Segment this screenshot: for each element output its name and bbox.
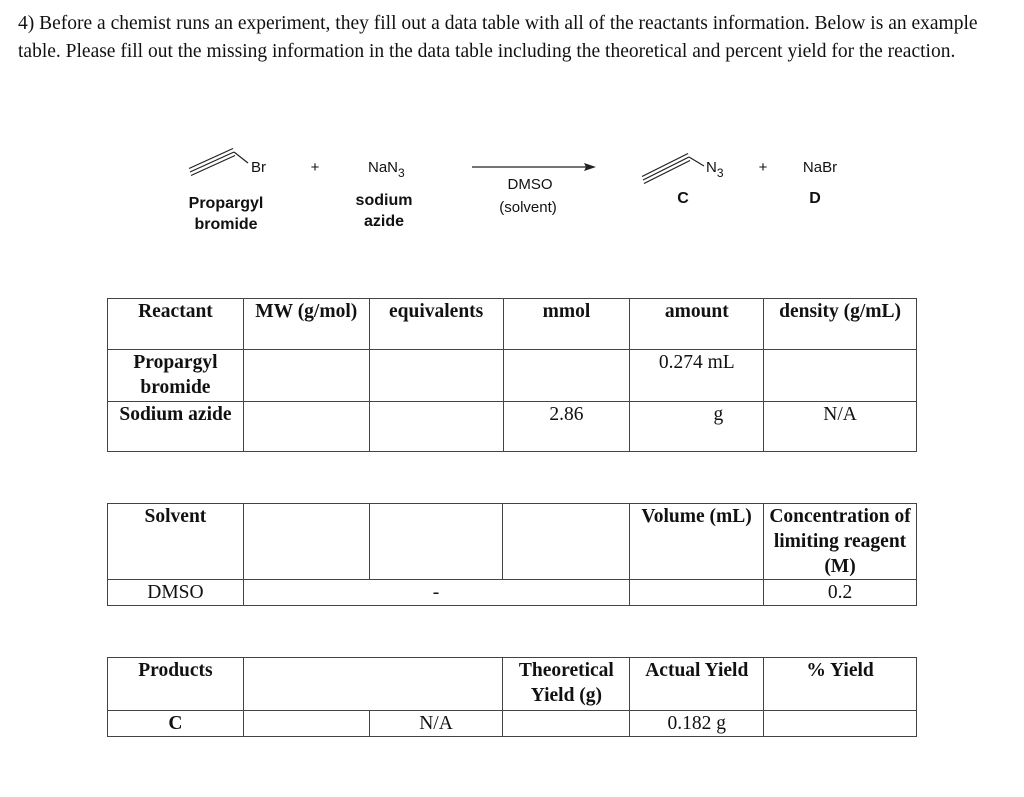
product-d-label: D <box>809 190 821 207</box>
azide-mw-cell[interactable] <box>243 402 369 452</box>
product-table <box>107 657 917 737</box>
header-reactant: Reactant <box>108 299 244 350</box>
table-row <box>108 711 917 737</box>
header-volume: Volume (mL) <box>630 504 764 580</box>
azide-amount-cell[interactable]: g <box>630 402 764 452</box>
propargyl-density-cell[interactable] <box>764 350 917 402</box>
propargyl-mmol-cell[interactable] <box>503 350 630 402</box>
header-concentration: Concentration of limiting reagent (M) <box>764 504 917 580</box>
header-density: density (g/mL) <box>764 299 917 350</box>
reactant1-name-line2: bromide <box>194 216 258 233</box>
product-name: C <box>108 711 244 737</box>
product-blank-1 <box>243 711 369 737</box>
propargyl-amount-cell: 0.274 mL <box>630 350 764 402</box>
reaction-arrow <box>472 163 596 171</box>
plus-sign: + <box>310 159 320 176</box>
arrow-reagent: DMSO <box>507 176 553 193</box>
azide-density-cell: N/A <box>764 402 917 452</box>
header-solvent: Solvent <box>108 504 244 580</box>
solvent-concentration-cell: 0.2 <box>764 580 917 606</box>
header-actual-yield: Actual Yield <box>630 658 764 711</box>
reactant2-name-line2: azide <box>363 213 405 230</box>
reactant2-name-line1: sodium <box>355 192 413 209</box>
azide-equiv-cell[interactable] <box>369 402 503 452</box>
reactant1-name-line1: Propargyl <box>188 195 264 212</box>
solvent-name: DMSO <box>108 580 244 606</box>
product-theoretical-cell[interactable] <box>503 711 630 737</box>
table-row <box>108 402 917 452</box>
solvent-header-blank-3 <box>503 504 630 580</box>
reactant-table <box>107 298 917 452</box>
product-actual-cell: 0.182 g <box>630 711 764 737</box>
solvent-volume-cell[interactable] <box>630 580 764 606</box>
header-amount: amount <box>630 299 764 350</box>
product2-formula: NaBr <box>802 159 838 176</box>
reactant1-atom: Br <box>251 159 266 176</box>
question-text: 4) Before a chemist runs an experiment, they fill out a data table with all of the reactants information. Below is an example table. Please fill out the missing information in the data table including the theoretical and percent yield for the reaction. <box>18 13 978 62</box>
reaction-scheme <box>0 0 1024 260</box>
reactant2-formula: NaN$_3$ <box>368 159 405 180</box>
propargyl-equiv-cell[interactable] <box>369 350 503 402</box>
solvent-table <box>107 503 917 606</box>
product-header-blank-2 <box>369 658 503 711</box>
table-row <box>108 350 917 402</box>
product-c-structure <box>642 154 704 184</box>
row-propargyl-name: Propargyl bromide <box>108 350 244 402</box>
solvent-blank-2 <box>503 580 630 606</box>
product-c-label: C <box>677 190 689 207</box>
propargyl-bromide-structure <box>189 149 248 176</box>
arrow-condition: (solvent) <box>499 199 557 216</box>
product1-atom: $N_3$ <box>706 159 724 180</box>
propargyl-mw-cell[interactable] <box>243 350 369 402</box>
header-percent-yield: % Yield <box>764 658 917 711</box>
solvent-header-blank-2 <box>369 504 503 580</box>
product-header-blank-1 <box>243 658 369 711</box>
solvent-dash: - <box>369 580 503 606</box>
azide-mmol-cell: 2.86 <box>503 402 630 452</box>
header-theoretical-yield: Theoretical Yield (g) <box>503 658 630 711</box>
plus-sign-2: + <box>758 159 768 176</box>
solvent-header-blank-1 <box>243 504 369 580</box>
header-mmol: mmol <box>503 299 630 350</box>
solvent-blank-1 <box>243 580 369 606</box>
header-products: Products <box>108 658 244 711</box>
table-row <box>108 580 917 606</box>
product-percent-cell[interactable] <box>764 711 917 737</box>
row-azide-name: Sodium azide <box>108 402 244 452</box>
product-na: N/A <box>369 711 503 737</box>
header-mw: MW (g/mol) <box>243 299 369 350</box>
header-equivalents: equivalents <box>369 299 503 350</box>
